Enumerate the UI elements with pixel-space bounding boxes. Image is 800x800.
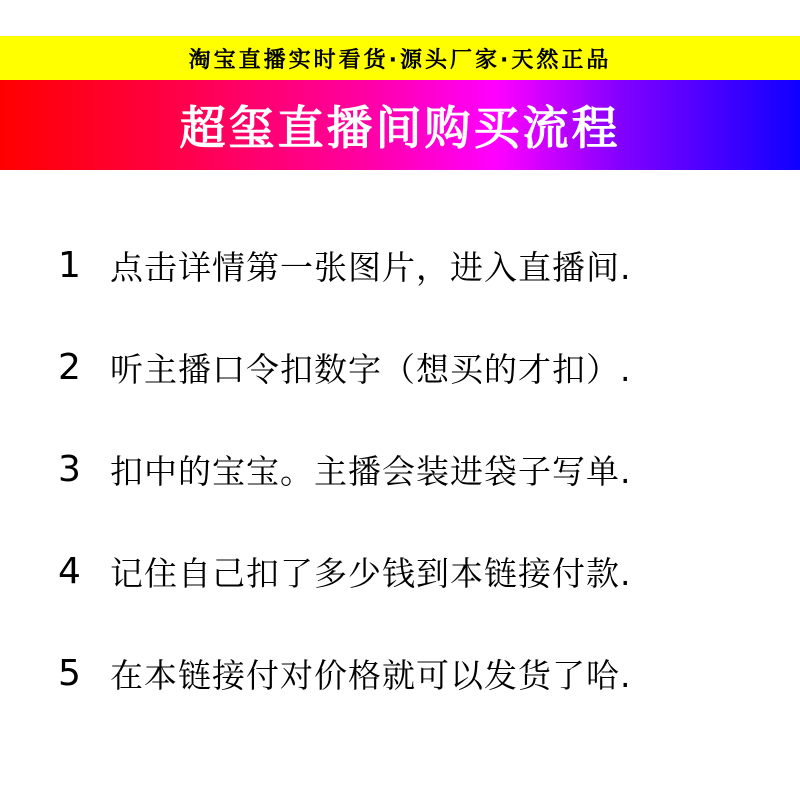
page-title: 超玺直播间购买流程 xyxy=(179,101,621,155)
step-number: 2 xyxy=(58,346,81,388)
step-number: 5 xyxy=(58,652,81,694)
step-number: 3 xyxy=(58,448,81,490)
step-item xyxy=(58,544,778,598)
title-banner xyxy=(0,80,800,170)
steps-list xyxy=(58,238,778,748)
step-text: 记住自己扣了多少钱到本链接付款. xyxy=(110,553,632,593)
step-text: 听主播口令扣数字（想买的才扣）. xyxy=(110,349,632,389)
step-item xyxy=(58,646,778,700)
top-banner xyxy=(0,36,800,80)
top-banner-text: 淘宝直播实时看货·源头厂家·天然正品 xyxy=(188,47,612,73)
step-item xyxy=(58,340,778,394)
step-item xyxy=(58,442,778,496)
step-text: 扣中的宝宝。主播会装进袋子写单. xyxy=(110,451,632,491)
step-item xyxy=(58,238,778,292)
step-text: 点击详情第一张图片，进入直播间. xyxy=(110,247,632,287)
step-number: 4 xyxy=(58,550,81,592)
step-text: 在本链接付对价格就可以发货了哈. xyxy=(110,655,632,695)
step-number: 1 xyxy=(58,244,81,286)
